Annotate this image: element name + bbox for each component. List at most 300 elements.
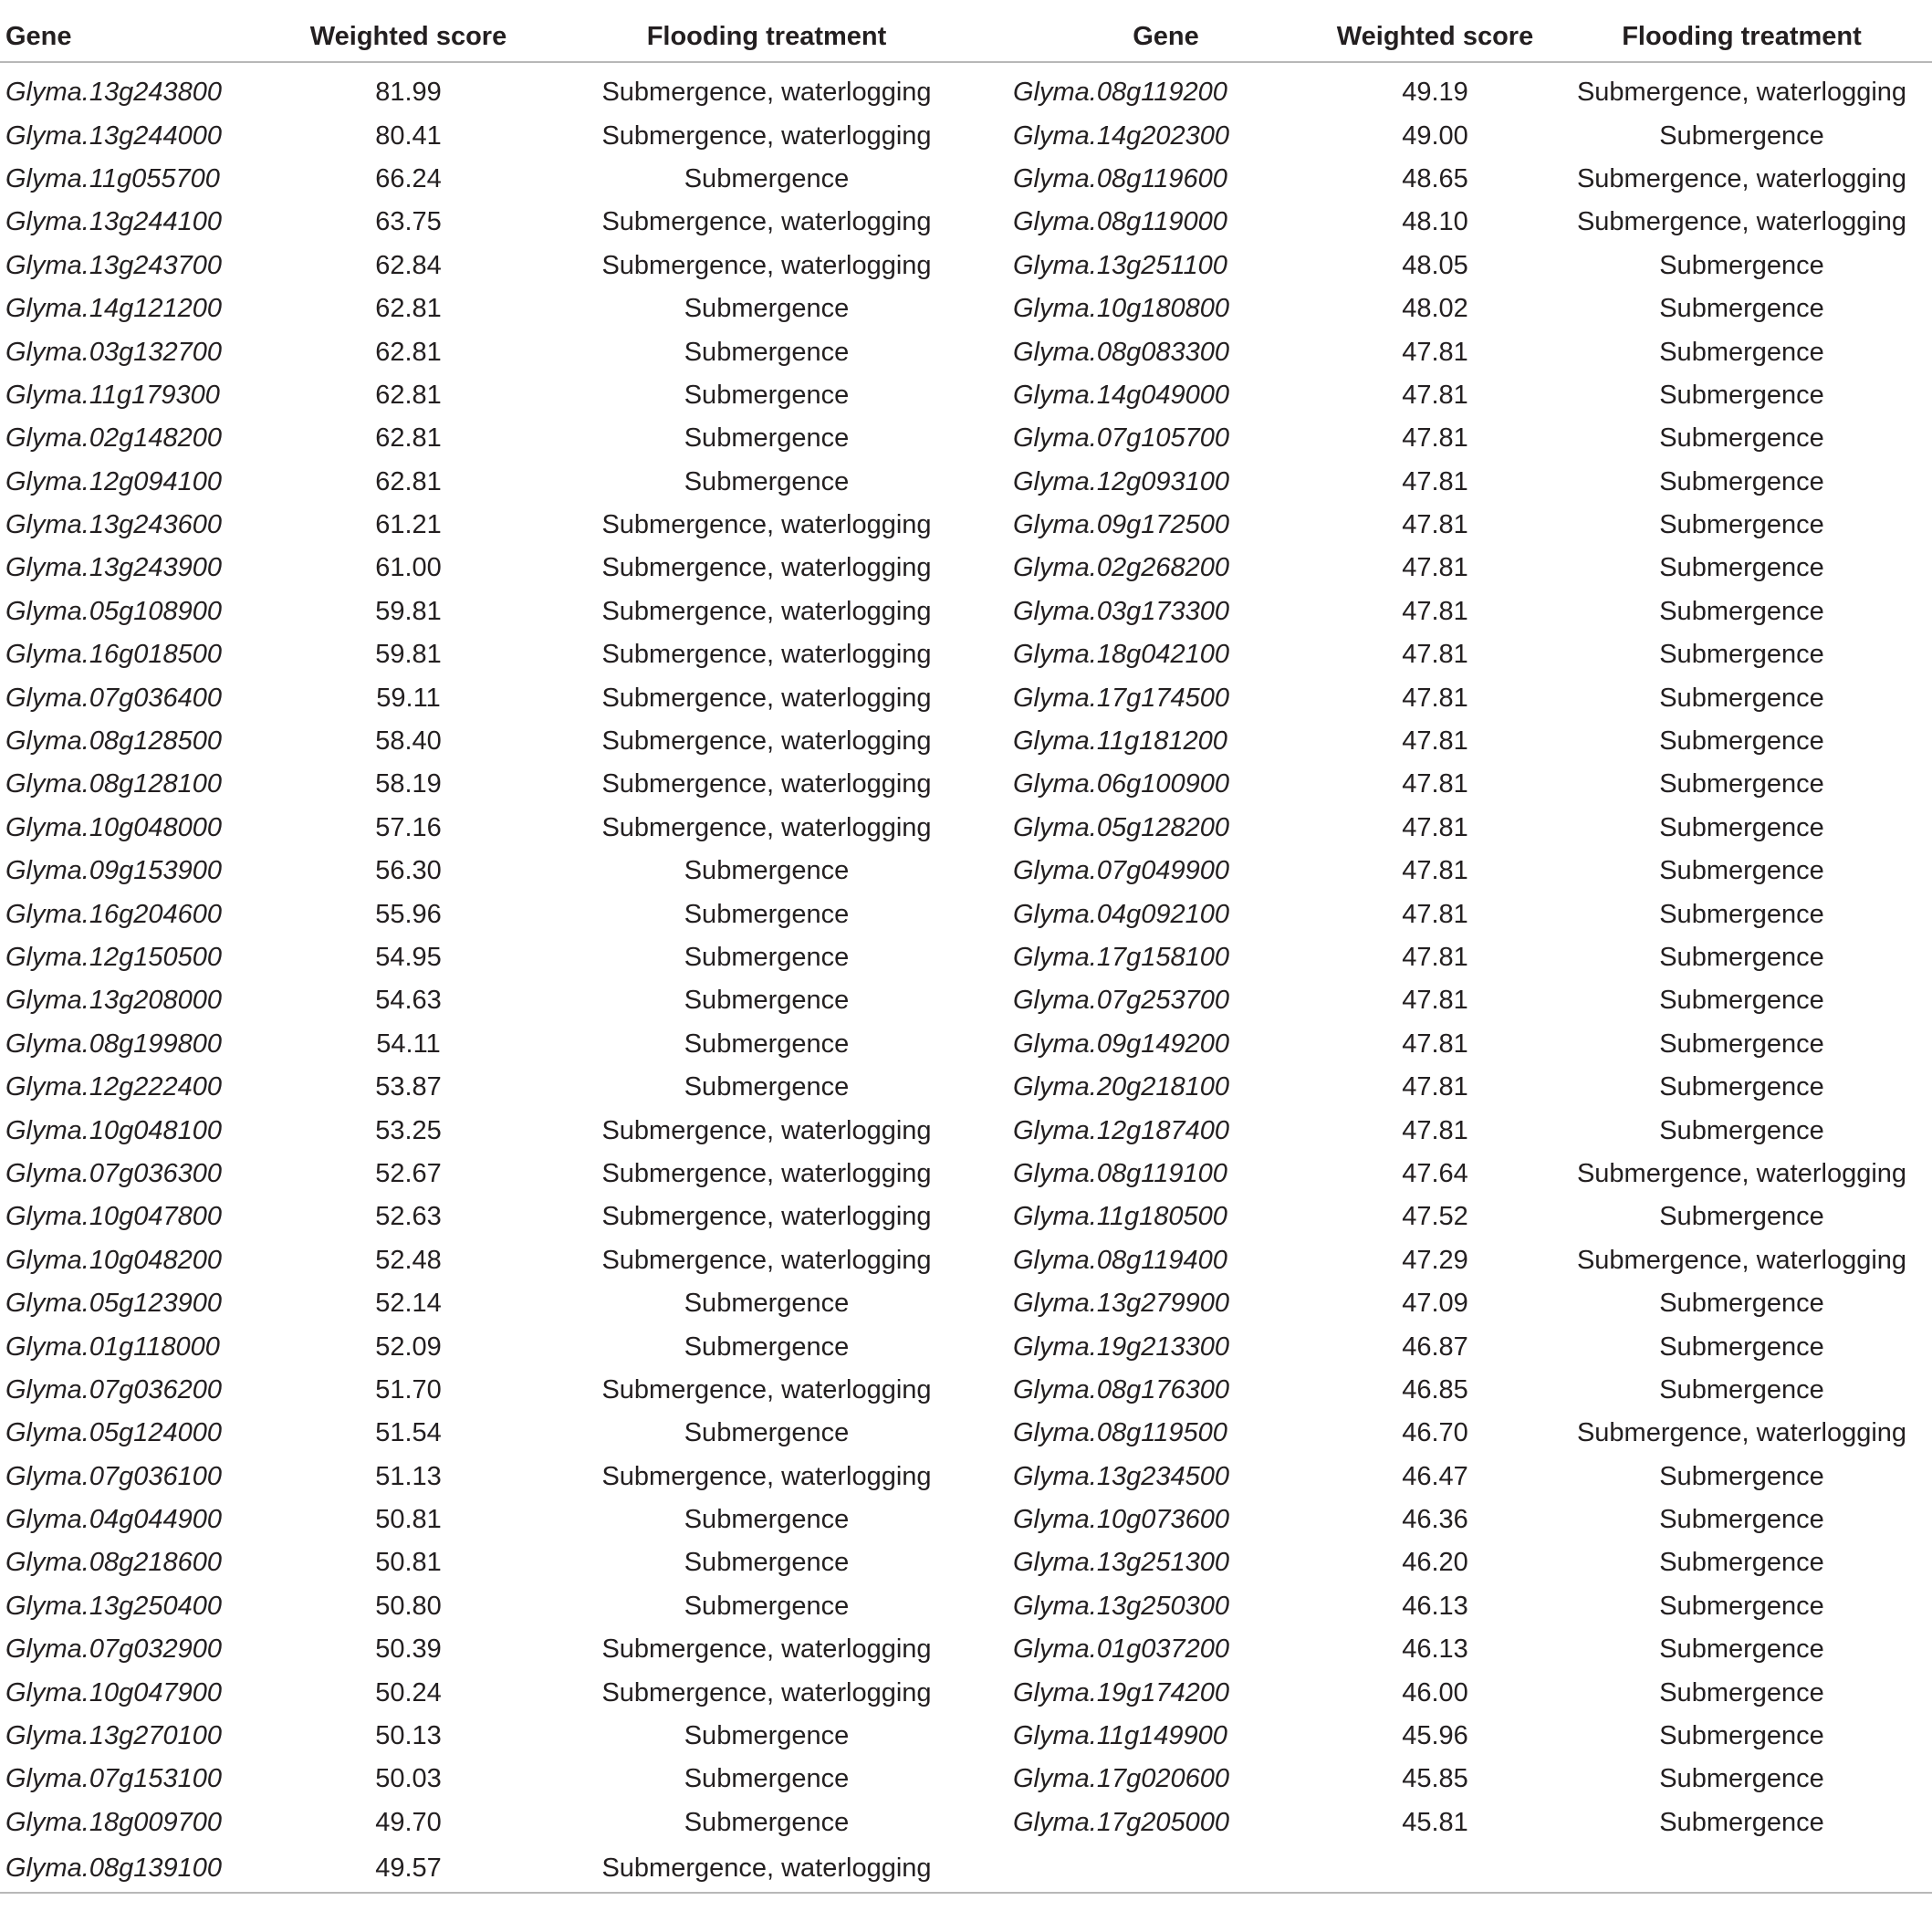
flooding-treatment-cell-right: Submergence xyxy=(1659,1461,1824,1491)
weighted-score-cell-right: 46.47 xyxy=(1402,1461,1468,1491)
gene-cell-left: Glyma.10g048200 xyxy=(5,1245,222,1275)
table-row xyxy=(0,979,1932,1022)
gene-cell-right: Glyma.14g049000 xyxy=(1013,380,1229,410)
weighted-score-cell-right: 47.81 xyxy=(1402,856,1468,886)
flooding-treatment-cell-right: Submergence xyxy=(1659,510,1824,540)
table-row xyxy=(0,547,1932,590)
weighted-score-cell-right: 49.00 xyxy=(1402,120,1468,151)
table-row xyxy=(0,1066,1932,1109)
flooding-treatment-cell-right: Submergence, waterlogging xyxy=(1576,78,1907,108)
flooding-treatment-cell-left: Submergence, waterlogging xyxy=(601,1202,932,1232)
gene-cell-left: Glyma.02g148200 xyxy=(5,423,222,454)
gene-cell-left: Glyma.13g244100 xyxy=(5,207,222,237)
flooding-treatment-cell-left: Submergence, waterlogging xyxy=(601,78,932,108)
flooding-treatment-cell-right: Submergence, waterlogging xyxy=(1576,1245,1907,1275)
weighted-score-cell-left: 62.81 xyxy=(375,380,442,410)
flooding-treatment-cell-right: Submergence xyxy=(1659,1289,1824,1319)
gene-cell-left: Glyma.08g218600 xyxy=(5,1548,222,1578)
gene-cell-left: Glyma.12g094100 xyxy=(5,466,222,496)
table-row xyxy=(0,1282,1932,1325)
weighted-score-cell-left: 49.70 xyxy=(375,1807,442,1837)
weighted-score-cell-left: 63.75 xyxy=(375,207,442,237)
flooding-treatment-cell-right: Submergence xyxy=(1659,423,1824,454)
weighted-score-cell-right: 47.81 xyxy=(1402,596,1468,626)
weighted-score-cell-left: 62.81 xyxy=(375,466,442,496)
gene-cell-right: Glyma.14g202300 xyxy=(1013,120,1229,151)
table-row xyxy=(0,590,1932,633)
weighted-score-cell-left: 62.81 xyxy=(375,337,442,367)
gene-cell-right: Glyma.07g105700 xyxy=(1013,423,1229,454)
flooding-treatment-cell-left: Submergence, waterlogging xyxy=(601,510,932,540)
flooding-treatment-cell-left: Submergence xyxy=(684,1331,850,1362)
table-row xyxy=(0,330,1932,373)
gene-cell-left: Glyma.07g036100 xyxy=(5,1461,222,1491)
flooding-treatment-cell-left: Submergence xyxy=(684,466,850,496)
weighted-score-cell-left: 61.00 xyxy=(375,553,442,583)
flooding-treatment-cell-right: Submergence xyxy=(1659,337,1824,367)
gene-cell-left: Glyma.05g108900 xyxy=(5,596,222,626)
table-row xyxy=(0,633,1932,676)
table-row xyxy=(0,850,1932,893)
weighted-score-cell-left: 59.81 xyxy=(375,596,442,626)
flooding-treatment-cell-left: Submergence xyxy=(684,1418,850,1448)
gene-cell-left: Glyma.08g128500 xyxy=(5,726,222,757)
gene-cell-right: Glyma.08g119000 xyxy=(1013,207,1227,237)
weighted-score-cell-right: 46.87 xyxy=(1402,1331,1468,1362)
gene-cell-right: Glyma.18g042100 xyxy=(1013,640,1229,670)
gene-cell-right: Glyma.03g173300 xyxy=(1013,596,1229,626)
flooding-treatment-cell-right: Submergence xyxy=(1659,1374,1824,1405)
table-row xyxy=(0,1412,1932,1455)
gene-cell-left: Glyma.05g123900 xyxy=(5,1289,222,1319)
flooding-treatment-cell-left: Submergence xyxy=(684,423,850,454)
header-row xyxy=(0,12,1932,62)
table-row xyxy=(0,1671,1932,1714)
table-body xyxy=(0,62,1932,1893)
table-row xyxy=(0,1758,1932,1801)
flooding-treatment-cell-left: Submergence xyxy=(684,1591,850,1621)
gene-cell-right: Glyma.09g149200 xyxy=(1013,1029,1229,1059)
flooding-treatment-cell-left: Submergence, waterlogging xyxy=(601,553,932,583)
table-row xyxy=(0,1239,1932,1282)
flooding-treatment-cell-right: Submergence, waterlogging xyxy=(1576,207,1907,237)
weighted-score-cell-left: 58.19 xyxy=(375,769,442,799)
flooding-treatment-cell-right: Submergence xyxy=(1659,640,1824,670)
flooding-treatment-cell-left: Submergence xyxy=(684,294,850,324)
weighted-score-cell-right: 47.81 xyxy=(1402,553,1468,583)
weighted-score-cell-left: 50.39 xyxy=(375,1634,442,1665)
table-row xyxy=(0,114,1932,157)
weighted-score-cell-right: 47.81 xyxy=(1402,899,1468,929)
flooding-treatment-cell-left: Submergence xyxy=(684,337,850,367)
gene-cell-right: Glyma.10g180800 xyxy=(1013,294,1229,324)
weighted-score-cell-right: 46.13 xyxy=(1402,1634,1468,1665)
flooding-treatment-cell-right: Submergence, waterlogging xyxy=(1576,163,1907,193)
flooding-treatment-cell-right: Submergence xyxy=(1659,943,1824,972)
weighted-score-cell-left: 50.80 xyxy=(375,1591,442,1621)
weighted-score-cell-left: 53.25 xyxy=(375,1115,442,1145)
table-row xyxy=(0,1628,1932,1671)
gene-cell-left: Glyma.01g118000 xyxy=(5,1331,220,1362)
flooding-treatment-cell-right: Submergence xyxy=(1659,1202,1824,1232)
flooding-treatment-cell-right: Submergence xyxy=(1659,250,1824,280)
weighted-score-cell-left: 81.99 xyxy=(375,78,442,108)
table-row xyxy=(0,807,1932,850)
table-row xyxy=(0,201,1932,244)
flooding-treatment-cell-left: Submergence, waterlogging xyxy=(601,1677,932,1707)
header-flooding-treatment-left: Flooding treatment xyxy=(520,12,1013,62)
weighted-score-cell-right: 46.20 xyxy=(1402,1548,1468,1578)
gene-cell-left: Glyma.16g018500 xyxy=(5,640,222,670)
weighted-score-cell-right: 47.81 xyxy=(1402,812,1468,842)
weighted-score-cell-left: 62.81 xyxy=(375,423,442,454)
table-row xyxy=(0,1153,1932,1196)
weighted-score-cell-left: 50.81 xyxy=(375,1505,442,1535)
gene-cell-right: Glyma.08g119100 xyxy=(1013,1158,1227,1188)
gene-cell-left: Glyma.13g250400 xyxy=(5,1591,222,1621)
weighted-score-cell-right: 46.36 xyxy=(1402,1505,1468,1535)
header-gene-left: Gene xyxy=(0,12,297,62)
gene-cell-right: Glyma.07g049900 xyxy=(1013,856,1229,886)
gene-cell-right: Glyma.11g180500 xyxy=(1013,1202,1227,1232)
weighted-score-cell-left: 50.03 xyxy=(375,1764,442,1794)
table-row xyxy=(0,1456,1932,1499)
weighted-score-cell-right: 48.05 xyxy=(1402,250,1468,280)
gene-cell-right: Glyma.08g119600 xyxy=(1013,163,1227,193)
gene-cell-right: Glyma.08g083300 xyxy=(1013,337,1229,367)
weighted-score-cell-left: 57.16 xyxy=(375,812,442,842)
flooding-treatment-cell-left: Submergence xyxy=(684,1548,850,1578)
gene-cell-left: Glyma.13g243900 xyxy=(5,553,222,583)
table-row xyxy=(0,62,1932,114)
weighted-score-cell-left: 56.30 xyxy=(375,856,442,886)
flooding-treatment-cell-right: Submergence xyxy=(1659,1764,1824,1794)
flooding-treatment-cell-left: Submergence, waterlogging xyxy=(601,640,932,670)
weighted-score-cell-left: 52.48 xyxy=(375,1245,442,1275)
flooding-treatment-cell-right: Submergence xyxy=(1659,856,1824,886)
weighted-score-cell-right: 47.52 xyxy=(1402,1202,1468,1232)
gene-cell-right: Glyma.08g119500 xyxy=(1013,1418,1227,1448)
header-weighted-score-left: Weighted score xyxy=(297,12,520,62)
flooding-treatment-cell-right: Submergence xyxy=(1659,1115,1824,1145)
gene-cell-right: Glyma.13g279900 xyxy=(1013,1289,1229,1319)
weighted-score-cell-left: 50.81 xyxy=(375,1548,442,1578)
weighted-score-cell-right: 47.29 xyxy=(1402,1245,1468,1275)
flooding-treatment-cell-left: Submergence xyxy=(684,1072,850,1102)
flooding-treatment-cell-left: Submergence, waterlogging xyxy=(601,1158,932,1188)
weighted-score-cell-left: 52.09 xyxy=(375,1331,442,1362)
weighted-score-cell-left: 59.81 xyxy=(375,640,442,670)
weighted-score-cell-right: 47.81 xyxy=(1402,337,1468,367)
flooding-treatment-cell-right: Submergence xyxy=(1659,1505,1824,1535)
weighted-score-cell-right: 47.81 xyxy=(1402,943,1468,972)
gene-cell-right: Glyma.19g213300 xyxy=(1013,1331,1229,1362)
table-row xyxy=(0,374,1932,417)
header-weighted-score-right: Weighted score xyxy=(1319,12,1551,62)
gene-cell-left: Glyma.14g121200 xyxy=(5,294,222,324)
gene-cell-left: Glyma.10g047900 xyxy=(5,1677,222,1707)
weighted-score-cell-right: 45.96 xyxy=(1402,1721,1468,1751)
weighted-score-cell-right xyxy=(1319,1844,1551,1893)
flooding-treatment-cell-right: Submergence xyxy=(1659,683,1824,713)
flooding-treatment-cell-right: Submergence, waterlogging xyxy=(1576,1418,1907,1448)
weighted-score-cell-right: 47.09 xyxy=(1402,1289,1468,1319)
flooding-treatment-cell-left: Submergence xyxy=(684,380,850,410)
gene-cell-right: Glyma.09g172500 xyxy=(1013,510,1229,540)
flooding-treatment-cell-right: Submergence xyxy=(1659,1721,1824,1751)
flooding-treatment-cell-right: Submergence xyxy=(1659,120,1824,151)
gene-cell-right: Glyma.08g119400 xyxy=(1013,1245,1227,1275)
flooding-treatment-cell-left: Submergence, waterlogging xyxy=(601,769,932,799)
table-row xyxy=(0,461,1932,504)
table-row xyxy=(0,893,1932,935)
weighted-score-cell-right: 46.70 xyxy=(1402,1418,1468,1448)
table-row xyxy=(0,1499,1932,1541)
flooding-treatment-cell-left: Submergence, waterlogging xyxy=(601,596,932,626)
gene-cell-right: Glyma.17g174500 xyxy=(1013,683,1229,713)
flooding-treatment-cell-right xyxy=(1551,1844,1932,1893)
weighted-score-cell-left: 62.84 xyxy=(375,250,442,280)
gene-cell-left: Glyma.12g150500 xyxy=(5,943,222,972)
flooding-treatment-cell-right: Submergence xyxy=(1659,1548,1824,1578)
table-row xyxy=(0,417,1932,460)
gene-cell-right: Glyma.07g253700 xyxy=(1013,986,1229,1016)
weighted-score-cell-left: 54.11 xyxy=(376,1029,441,1059)
flooding-treatment-cell-left: Submergence, waterlogging xyxy=(601,1115,932,1145)
gene-cell-right: Glyma.13g251100 xyxy=(1013,250,1227,280)
gene-cell-right: Glyma.04g092100 xyxy=(1013,899,1229,929)
gene-cell-left: Glyma.11g055700 xyxy=(5,163,220,193)
gene-cell-left: Glyma.16g204600 xyxy=(5,899,222,929)
gene-cell-left: Glyma.13g244000 xyxy=(5,120,222,151)
gene-cell-left: Glyma.07g036300 xyxy=(5,1158,222,1188)
table-row xyxy=(0,1585,1932,1628)
gene-cell-left: Glyma.08g139100 xyxy=(0,1844,297,1893)
table-row xyxy=(0,245,1932,287)
flooding-treatment-cell-left: Submergence xyxy=(684,1289,850,1319)
gene-cell-left: Glyma.11g179300 xyxy=(5,380,220,410)
gene-cell-left: Glyma.13g243800 xyxy=(5,78,222,108)
flooding-treatment-cell-right: Submergence xyxy=(1659,1331,1824,1362)
weighted-score-cell-left: 61.21 xyxy=(375,510,442,540)
weighted-score-cell-right: 45.81 xyxy=(1402,1807,1468,1837)
weighted-score-cell-right: 47.81 xyxy=(1402,1072,1468,1102)
gene-cell-left: Glyma.07g153100 xyxy=(5,1764,222,1794)
table-row xyxy=(0,720,1932,763)
gene-cell-right: Glyma.13g234500 xyxy=(1013,1461,1229,1491)
flooding-treatment-cell-left: Submergence, waterlogging xyxy=(601,683,932,713)
flooding-treatment-cell-left: Submergence, waterlogging xyxy=(601,120,932,151)
gene-cell-left: Glyma.07g032900 xyxy=(5,1634,222,1665)
table-row xyxy=(0,1196,1932,1238)
table-row xyxy=(0,676,1932,719)
weighted-score-cell-left: 53.87 xyxy=(375,1072,442,1102)
gene-cell-right: Glyma.11g181200 xyxy=(1013,726,1227,757)
flooding-treatment-cell-left: Submergence, waterlogging xyxy=(601,812,932,842)
weighted-score-cell-left: 59.11 xyxy=(376,683,441,713)
gene-cell-left: Glyma.03g132700 xyxy=(5,337,222,367)
weighted-score-cell-left: 52.14 xyxy=(375,1289,442,1319)
weighted-score-cell-right: 47.81 xyxy=(1402,1029,1468,1059)
table-row xyxy=(0,1715,1932,1758)
flooding-treatment-cell-right: Submergence, waterlogging xyxy=(1576,1158,1907,1188)
gene-cell-left: Glyma.07g036200 xyxy=(5,1374,222,1405)
flooding-treatment-cell-left: Submergence xyxy=(684,1807,850,1837)
table-row xyxy=(0,158,1932,201)
weighted-score-cell-left: 49.57 xyxy=(297,1844,520,1893)
weighted-score-cell-left: 54.95 xyxy=(375,943,442,972)
table-row xyxy=(0,1325,1932,1368)
gene-cell-left: Glyma.07g036400 xyxy=(5,683,222,713)
flooding-treatment-cell-left: Submergence xyxy=(684,1721,850,1751)
flooding-treatment-cell-left: Submergence, waterlogging xyxy=(601,1634,932,1665)
flooding-treatment-cell-right: Submergence xyxy=(1659,1807,1824,1837)
weighted-score-cell-right: 47.81 xyxy=(1402,640,1468,670)
gene-cell-right: Glyma.05g128200 xyxy=(1013,812,1229,842)
flooding-treatment-cell-right: Submergence xyxy=(1659,899,1824,929)
table-row xyxy=(0,936,1932,979)
weighted-score-cell-right: 47.81 xyxy=(1402,466,1468,496)
flooding-treatment-cell-right: Submergence xyxy=(1659,1072,1824,1102)
weighted-score-cell-right: 48.65 xyxy=(1402,163,1468,193)
gene-cell-right xyxy=(1013,1844,1319,1893)
flooding-treatment-cell-left: Submergence xyxy=(684,856,850,886)
weighted-score-cell-left: 80.41 xyxy=(375,120,442,151)
weighted-score-cell-right: 48.10 xyxy=(1402,207,1468,237)
flooding-treatment-cell-right: Submergence xyxy=(1659,1677,1824,1707)
gene-cell-right: Glyma.08g119200 xyxy=(1013,78,1227,108)
flooding-treatment-cell-right: Submergence xyxy=(1659,1029,1824,1059)
table-row xyxy=(0,1369,1932,1412)
table-row xyxy=(0,287,1932,330)
weighted-score-cell-right: 46.85 xyxy=(1402,1374,1468,1405)
gene-cell-left: Glyma.13g270100 xyxy=(5,1721,222,1751)
gene-cell-left: Glyma.10g047800 xyxy=(5,1202,222,1232)
weighted-score-cell-left: 52.63 xyxy=(375,1202,442,1232)
weighted-score-cell-left: 50.13 xyxy=(375,1721,442,1751)
weighted-score-cell-right: 47.81 xyxy=(1402,986,1468,1016)
flooding-treatment-cell-left: Submergence, waterlogging xyxy=(601,726,932,757)
gene-cell-right: Glyma.17g020600 xyxy=(1013,1764,1229,1794)
flooding-treatment-cell-left: Submergence, waterlogging xyxy=(601,250,932,280)
flooding-treatment-cell-right: Submergence xyxy=(1659,294,1824,324)
flooding-treatment-cell-right: Submergence xyxy=(1659,1591,1824,1621)
gene-cell-right: Glyma.10g073600 xyxy=(1013,1505,1229,1535)
table-row xyxy=(0,1844,1932,1893)
flooding-treatment-cell-left: Submergence, waterlogging xyxy=(520,1844,1013,1893)
weighted-score-cell-left: 54.63 xyxy=(375,986,442,1016)
weighted-score-cell-left: 55.96 xyxy=(375,899,442,929)
weighted-score-cell-right: 47.81 xyxy=(1402,683,1468,713)
weighted-score-cell-right: 45.85 xyxy=(1402,1764,1468,1794)
gene-cell-right: Glyma.01g037200 xyxy=(1013,1634,1229,1665)
weighted-score-cell-left: 52.67 xyxy=(375,1158,442,1188)
flooding-treatment-cell-left: Submergence xyxy=(684,899,850,929)
weighted-score-cell-right: 47.81 xyxy=(1402,423,1468,454)
gene-score-table xyxy=(0,12,1932,1894)
flooding-treatment-cell-left: Submergence, waterlogging xyxy=(601,1461,932,1491)
header-gene-right: Gene xyxy=(1013,12,1319,62)
weighted-score-cell-right: 47.81 xyxy=(1402,1115,1468,1145)
gene-cell-left: Glyma.08g199800 xyxy=(5,1029,222,1059)
flooding-treatment-cell-right: Submergence xyxy=(1659,726,1824,757)
gene-cell-right: Glyma.13g250300 xyxy=(1013,1591,1229,1621)
gene-cell-right: Glyma.11g149900 xyxy=(1013,1721,1227,1751)
flooding-treatment-cell-left: Submergence, waterlogging xyxy=(601,207,932,237)
gene-cell-right: Glyma.19g174200 xyxy=(1013,1677,1229,1707)
flooding-treatment-cell-right: Submergence xyxy=(1659,380,1824,410)
gene-cell-right: Glyma.08g176300 xyxy=(1013,1374,1229,1405)
flooding-treatment-cell-right: Submergence xyxy=(1659,986,1824,1016)
flooding-treatment-cell-right: Submergence xyxy=(1659,596,1824,626)
gene-cell-right: Glyma.20g218100 xyxy=(1013,1072,1229,1102)
gene-cell-right: Glyma.17g158100 xyxy=(1013,943,1229,972)
flooding-treatment-cell-right: Submergence xyxy=(1659,553,1824,583)
weighted-score-cell-right: 47.81 xyxy=(1402,726,1468,757)
weighted-score-cell-left: 51.54 xyxy=(375,1418,442,1448)
flooding-treatment-cell-right: Submergence xyxy=(1659,769,1824,799)
gene-cell-right: Glyma.13g251300 xyxy=(1013,1548,1229,1578)
table-row xyxy=(0,763,1932,806)
flooding-treatment-cell-left: Submergence xyxy=(684,163,850,193)
gene-cell-left: Glyma.13g243700 xyxy=(5,250,222,280)
flooding-treatment-cell-right: Submergence xyxy=(1659,466,1824,496)
weighted-score-cell-left: 62.81 xyxy=(375,294,442,324)
gene-cell-left: Glyma.10g048100 xyxy=(5,1115,222,1145)
flooding-treatment-cell-left: Submergence xyxy=(684,943,850,972)
gene-cell-left: Glyma.10g048000 xyxy=(5,812,222,842)
weighted-score-cell-left: 51.70 xyxy=(375,1374,442,1405)
gene-cell-left: Glyma.05g124000 xyxy=(5,1418,222,1448)
gene-cell-left: Glyma.13g243600 xyxy=(5,510,222,540)
gene-cell-left: Glyma.12g222400 xyxy=(5,1072,222,1102)
flooding-treatment-cell-right: Submergence xyxy=(1659,1634,1824,1665)
weighted-score-cell-right: 47.81 xyxy=(1402,380,1468,410)
gene-cell-left: Glyma.08g128100 xyxy=(5,769,222,799)
flooding-treatment-cell-left: Submergence xyxy=(684,1764,850,1794)
table-row xyxy=(0,1023,1932,1066)
gene-cell-right: Glyma.02g268200 xyxy=(1013,553,1229,583)
weighted-score-cell-left: 58.40 xyxy=(375,726,442,757)
weighted-score-cell-right: 47.64 xyxy=(1402,1158,1468,1188)
gene-cell-right: Glyma.12g187400 xyxy=(1013,1115,1229,1145)
weighted-score-cell-right: 47.81 xyxy=(1402,510,1468,540)
gene-cell-right: Glyma.12g093100 xyxy=(1013,466,1229,496)
flooding-treatment-cell-left: Submergence, waterlogging xyxy=(601,1374,932,1405)
flooding-treatment-cell-right: Submergence xyxy=(1659,812,1824,842)
header-flooding-treatment-right: Flooding treatment xyxy=(1551,12,1932,62)
table-row xyxy=(0,1109,1932,1152)
gene-cell-right: Glyma.06g100900 xyxy=(1013,769,1229,799)
flooding-treatment-cell-left: Submergence xyxy=(684,986,850,1016)
flooding-treatment-cell-left: Submergence, waterlogging xyxy=(601,1245,932,1275)
weighted-score-cell-left: 51.13 xyxy=(375,1461,442,1491)
weighted-score-cell-right: 47.81 xyxy=(1402,769,1468,799)
weighted-score-cell-right: 46.13 xyxy=(1402,1591,1468,1621)
weighted-score-cell-right: 49.19 xyxy=(1402,78,1468,108)
weighted-score-cell-right: 46.00 xyxy=(1402,1677,1468,1707)
gene-cell-left: Glyma.04g044900 xyxy=(5,1505,222,1535)
table-row xyxy=(0,504,1932,547)
weighted-score-cell-left: 66.24 xyxy=(375,163,442,193)
gene-cell-left: Glyma.13g208000 xyxy=(5,986,222,1016)
weighted-score-cell-left: 50.24 xyxy=(375,1677,442,1707)
flooding-treatment-cell-left: Submergence xyxy=(684,1029,850,1059)
table-row xyxy=(0,1541,1932,1584)
gene-cell-left: Glyma.09g153900 xyxy=(5,856,222,886)
gene-cell-right: Glyma.17g205000 xyxy=(1013,1807,1229,1837)
table-row xyxy=(0,1801,1932,1844)
